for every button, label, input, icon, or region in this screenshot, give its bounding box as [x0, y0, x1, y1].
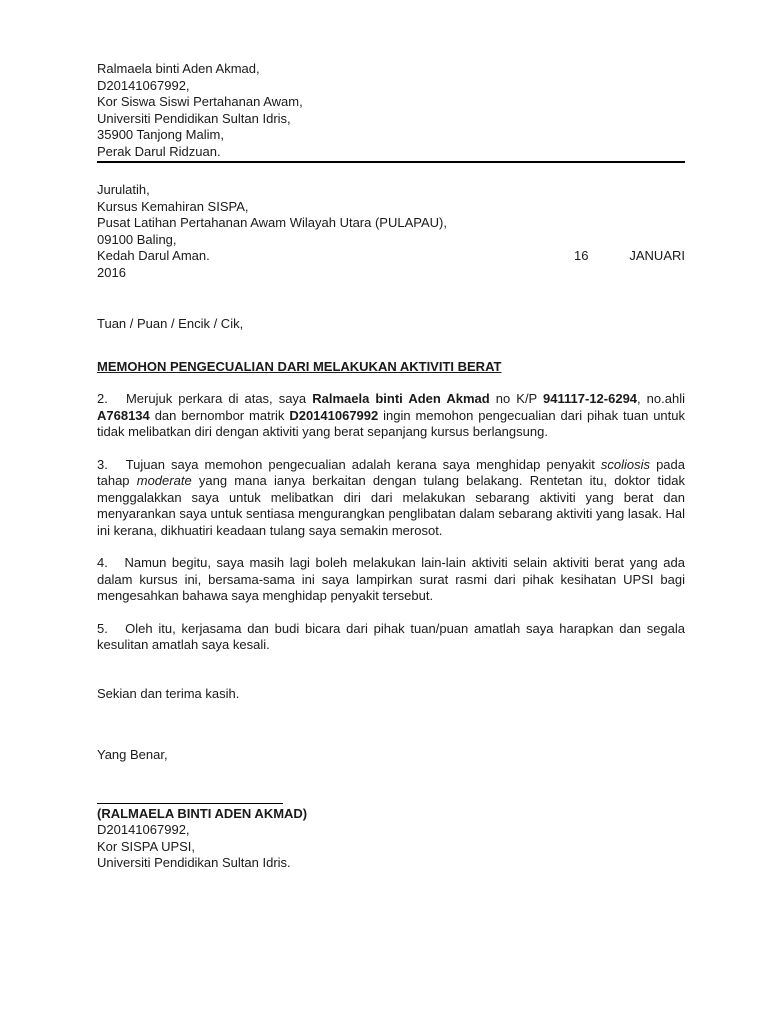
- date-month: JANUARI: [629, 248, 685, 263]
- signatory-name: (RALMAELA BINTI ADEN AKMAD): [97, 805, 308, 821]
- sender-unit: Kor Siswa Siswi Pertahanan Awam,: [97, 94, 303, 109]
- para-text: Namun begitu, saya masih lagi boleh melakukan lain-lain aktiviti selain aktiviti berat yang ada dalam kursus ini, bersama-sama ini saya lampirkan surat rasmi dari pihak kesihatan UPSI bagi mengesahkan bahawa saya menghidap penyakit tersebut.: [97, 555, 685, 603]
- salutation: Tuan / Puan / Encik / Cik,: [97, 316, 244, 331]
- signatory-university: Universiti Pendidikan Sultan Idris.: [97, 855, 291, 870]
- para-text: ingin memohon pengecualian dari pihak tuan untuk tidak melibatkan diri dengan aktiviti yang berat sepanjang kursus berlangsung.: [97, 407, 685, 439]
- ic-number: 941117-12-6294: [543, 391, 638, 406]
- para-number: 3.: [97, 456, 108, 472]
- paragraph-5: [97, 621, 685, 654]
- para-text: pada tahap: [97, 456, 685, 488]
- signatory-unit: Kor SISPA UPSI,: [97, 838, 196, 854]
- sender-matric: D20141067992,: [97, 77, 190, 93]
- para-text: no K/P: [495, 391, 537, 406]
- para-text: Tujuan saya memohon pengecualian adalah kerana saya menghidap penyakit: [125, 456, 595, 472]
- paragraph-4: [97, 555, 685, 605]
- para-number: 4.: [97, 555, 108, 570]
- date-year: 2016: [97, 264, 126, 280]
- valediction: Yang Benar,: [97, 747, 168, 762]
- para-number: 2.: [97, 391, 108, 406]
- condition-term: scoliosis: [600, 456, 651, 472]
- recipient-address: [97, 182, 685, 281]
- signature-line: [97, 803, 283, 804]
- recipient-center: Pusat Latihan Pertahanan Awam Wilayah Utara (PULAPAU),: [97, 215, 447, 230]
- letter-page: [97, 61, 685, 872]
- para-text: Merujuk perkara di atas, saya: [125, 391, 307, 406]
- letter-subject: MEMOHON PENGECUALIAN DARI MELAKUKAN AKTIVITI BERAT: [97, 358, 502, 374]
- para-text: , no.ahli: [637, 391, 685, 406]
- applicant-name: Ralmaela binti Aden Akmad: [312, 391, 490, 406]
- signatory-matric: D20141067992,: [97, 822, 190, 837]
- closing-remark: Sekian dan terima kasih.: [97, 685, 240, 701]
- sender-university: Universiti Pendidikan Sultan Idris,: [97, 110, 291, 126]
- recipient-title: Jurulatih,: [97, 182, 150, 197]
- para-text: yang mana ianya berkaitan dengan tulang belakang. Rentetan itu, doktor tidak menggalakkan saya untuk melibatkan diri dari melakukan sebarang aktiviti yang berat dan menyarankan saya untuk sentiasa mengurangkan penglibatan dalam sebarang aktiviti yang lasak. Hal ini kerana, dikhuatiri keadaan tulang saya semakin merosot.: [97, 473, 685, 538]
- recipient-state-row: [97, 248, 685, 265]
- member-number: A768134: [97, 407, 150, 423]
- para-text: dan bernombor matrik: [154, 407, 285, 423]
- sender-state: Perak Darul Ridzuan.: [97, 143, 221, 159]
- recipient-postcode: 09100 Baling,: [97, 231, 177, 247]
- para-number: 5.: [97, 620, 108, 636]
- sender-name: Ralmaela binti Aden Akmad,: [97, 61, 260, 76]
- matric-number: D20141067992: [289, 407, 379, 423]
- date-day: 16: [574, 248, 589, 263]
- recipient-state: Kedah Darul Aman.: [97, 248, 210, 263]
- recipient-course: Kursus Kemahiran SISPA,: [97, 198, 249, 214]
- paragraph-2: [97, 391, 685, 441]
- severity-term: moderate: [136, 473, 192, 488]
- sender-address: [97, 61, 685, 163]
- sender-postcode: 35900 Tanjong Malim,: [97, 127, 224, 142]
- paragraph-3: [97, 457, 685, 540]
- para-text: Oleh itu, kerjasama dan budi bicara dari pihak tuan/puan amatlah saya harapkan dan segala kesulitan amatlah saya kesali.: [97, 620, 685, 652]
